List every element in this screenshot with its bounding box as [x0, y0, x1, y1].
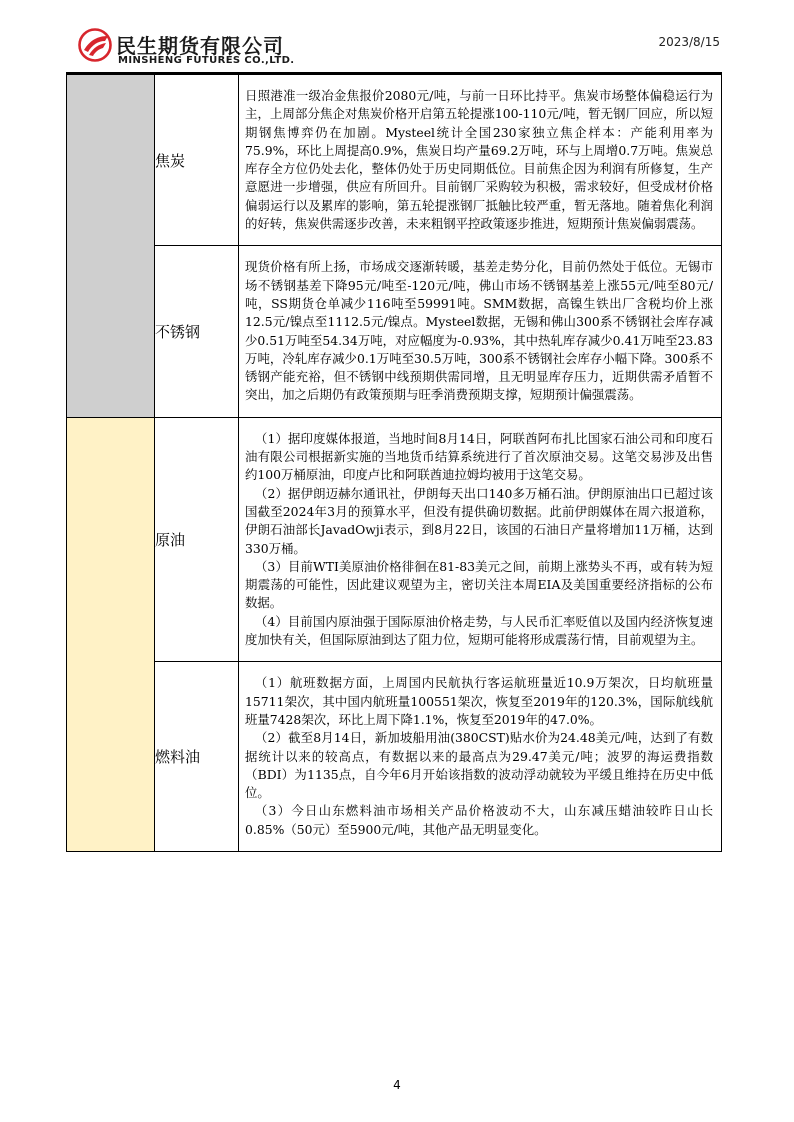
analysis-paragraph: （1）据印度媒体报道，当地时间8月14日，阿联酋阿布扎比国家石油公司和印度石油有限公司根据新实施的当地货币结算系统进行了首次原油交易。这笔交易涉及出售约100万桶原油，印度卢比和阿联酋迪拉姆均被用于这笔交易。: [245, 430, 713, 483]
category-cell-black: [67, 75, 155, 418]
commodity-name: 不锈钢: [155, 246, 239, 417]
commodity-analysis: [239, 662, 722, 852]
analysis-paragraph: （4）目前国内原油强于国际原油价格走势，与人民币汇率贬值以及国内经济恢复速度加快有关，但国际原油到达了阻力位，短期可能将形成震荡行情，目前观望为主。: [245, 613, 713, 648]
analysis-paragraph: 现货价格有所上扬，市场成交逐渐转暖，基差走势分化，目前仍然处于低位。无锡市场不锈钢基差下降95元/吨至-120元/吨，佛山市场不锈钢基差上涨55元/吨至80元/吨，SS期货仓单减少116吨至59991吨。SMM数据，高镍生铁出厂含税均价上涨12.5元/镍点至1112.5元/镍点。Mysteel数据，无锡和佛山300系不锈钢社会库存减少0.51万吨至54.34万吨，对应幅度为-0.93%，其中热轧库存减少0.41万吨至23.83万吨，冷轧库存减少0.1万吨至30.5万吨，300系不锈钢社会库存小幅下降。300系不锈钢产能充裕，但不锈钢中线预期供需同增，且无明显库存压力，近期供需矛盾暂不突出，加之后期仍有政策预期与旺季消费预期支撑，短期预计偏强震荡。: [245, 259, 713, 403]
commodity-name: 焦炭: [155, 75, 239, 246]
minsheng-logo-icon: [78, 28, 112, 62]
analysis-paragraph: （1）航班数据方面，上周国内民航执行客运航班量近10.9万架次，日均航班量15711架次，其中国内航班量100551架次，恢复至2019年的120.3%，国际航线航班量7428架次，环比上周下降1.1%，恢复至2019年的47.0%。: [245, 675, 713, 727]
commodity-name: 原油: [155, 417, 239, 662]
analysis-paragraph: （2）截至8月14日，新加坡船用油(380CST)贴水价为24.48美元/吨，达到了有数据统计以来的较高点，有数据以来的最高点为29.47美元/吨；波罗的海运费指数（BDI）为1135点，自今年6月开始该指数的波动浮动就较为平缓且维持在历史中低位。: [245, 730, 713, 801]
commodity-analysis: [239, 75, 722, 246]
report-date: 2023/8/15: [658, 35, 720, 49]
analysis-paragraph: （3）目前WTI美原油价格徘徊在81-83美元之间，前期上涨势头不再，或有转为短期震荡的可能性，因此建议观望为主，密切关注本周EIA及美国重要经济指标的公布数据。: [245, 558, 713, 611]
page-header: [66, 22, 722, 72]
company-name-cn: 民生期货有限公司: [116, 34, 284, 58]
table-row-crude-oil: [67, 417, 722, 662]
category-cell-energy: [67, 417, 155, 851]
analysis-paragraph: （2）据伊朗迈赫尔通讯社，伊朗每天出口140多万桶石油。伊朗原油出口已超过该国截至2024年3月的预算水平，但没有提供确切数据。此前伊朗媒体在周六报道称，伊朗石油部长JavadOwji表示，到8月22日，该国的石油日产量将增加11万桶，达到330万桶。: [245, 485, 713, 556]
analysis-paragraph: 日照港准一级冶金焦报价2080元/吨，与前一日环比持平。焦炭市场整体偏稳运行为主，上周部分焦企对焦炭价格开启第五轮提涨100-110元/吨，暂无钢厂回应，所以短期钢焦博弈仍在加剧。Mysteel统计全国230家独立焦企样本：产能利用率为75.9%，环比上周提高0.9%，焦炭日均产量69.2万吨，环与上周增0.7万吨。焦炭总库存全方位仍处去化，整体仍处于历史同期低位。目前焦企因为利润有所修复，生产意愿进一步增强，供应有所回升。目前钢厂采购较为积极，需求较好，但受成材价格偏弱运行以及累库的影响，第五轮提涨钢厂抵触比较严重，暂无落地。随着焦化利润的好转，焦炭供需逐步改善，未来粗钢平控政策逐步推进，短期预计焦炭偏弱震荡。: [245, 88, 713, 232]
table-row-coke: [67, 75, 722, 246]
page-number: 4: [393, 1078, 401, 1092]
table-row-fuel-oil: [67, 662, 722, 852]
commodity-analysis: [239, 246, 722, 417]
commodity-analysis: [239, 417, 722, 662]
commodity-table: [66, 74, 722, 852]
commodity-name: 燃料油: [155, 662, 239, 852]
analysis-paragraph: （3）今日山东燃料油市场相关产品价格波动不大，山东减压蜡油较昨日山长0.85%（50元）至5900元/吨，其他产品无明显变化。: [245, 803, 713, 837]
table-row-stainless-steel: [67, 246, 722, 417]
company-name-en: MINSHENG FUTURES CO.,LTD.: [118, 55, 295, 66]
